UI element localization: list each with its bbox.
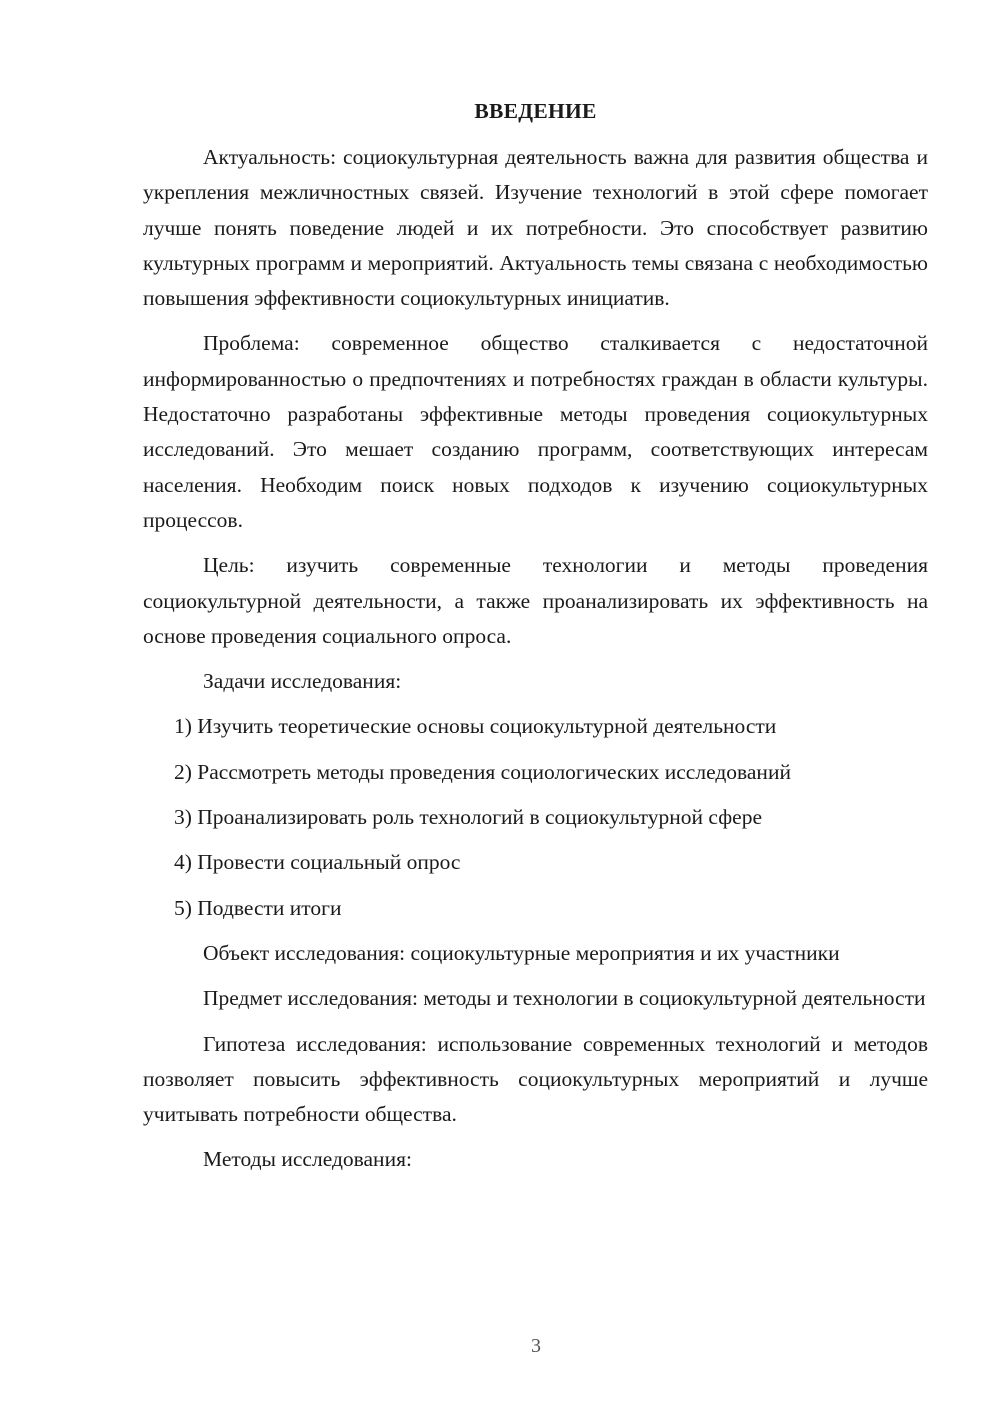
hypothesis-paragraph: Гипотеза исследования: использование современных технологий и методов позволяет повысить эффективность социокультурных мероприятий и лучше учитывать потребности общества. (143, 1031, 928, 1127)
task-item: 2) Рассмотреть методы проведения социологических исследований (174, 759, 791, 784)
goal-paragraph: Цель: изучить современные технологии и методы проведения социокультурной деятельности, а также проанализировать их эффективность на основе проведения социального опроса. (143, 553, 928, 648)
task-item: 1) Изучить теоретические основы социокультурной деятельности (174, 714, 777, 739)
subject-paragraph: Предмет исследования: методы и технологии в социокультурной деятельности (203, 986, 926, 1011)
object-paragraph: Объект исследования: социокультурные мероприятия и их участники (203, 940, 840, 965)
tasks-list (143, 709, 928, 925)
relevance-paragraph: Актуальность: социокультурная деятельность важна для развития общества и укрепления межличностных связей. Изучение технологий в этой сфере помогает лучше понять поведение людей и их потребности. Это способствует развитию культурных программ и мероприятий. Актуальность темы связана с необходимостью повышения эффективности социокультурных инициатив. (143, 145, 928, 311)
tasks-heading: Задачи исследования: (203, 669, 402, 694)
task-item: 4) Провести социальный опрос (174, 850, 461, 875)
page-number: 3 (531, 1335, 541, 1357)
methods-paragraph: Методы исследования: (203, 1147, 412, 1172)
page-content (143, 96, 928, 1188)
task-item: 5) Подвести итоги (174, 895, 342, 920)
section-title: ВВЕДЕНИЕ (474, 99, 597, 123)
task-item: 3) Проанализировать роль технологий в социокультурной сфере (174, 805, 763, 830)
problem-paragraph: Проблема: современное общество сталкивается с недостаточной информированностью о предпочтениях и потребностях граждан в области культуры. Недостаточно разработаны эффективные методы проведения социокультурных исследований. Это мешает созданию программ, соответствующих интересам населения. Необходим поиск новых подходов к изучению социокультурных процессов. (143, 331, 928, 532)
